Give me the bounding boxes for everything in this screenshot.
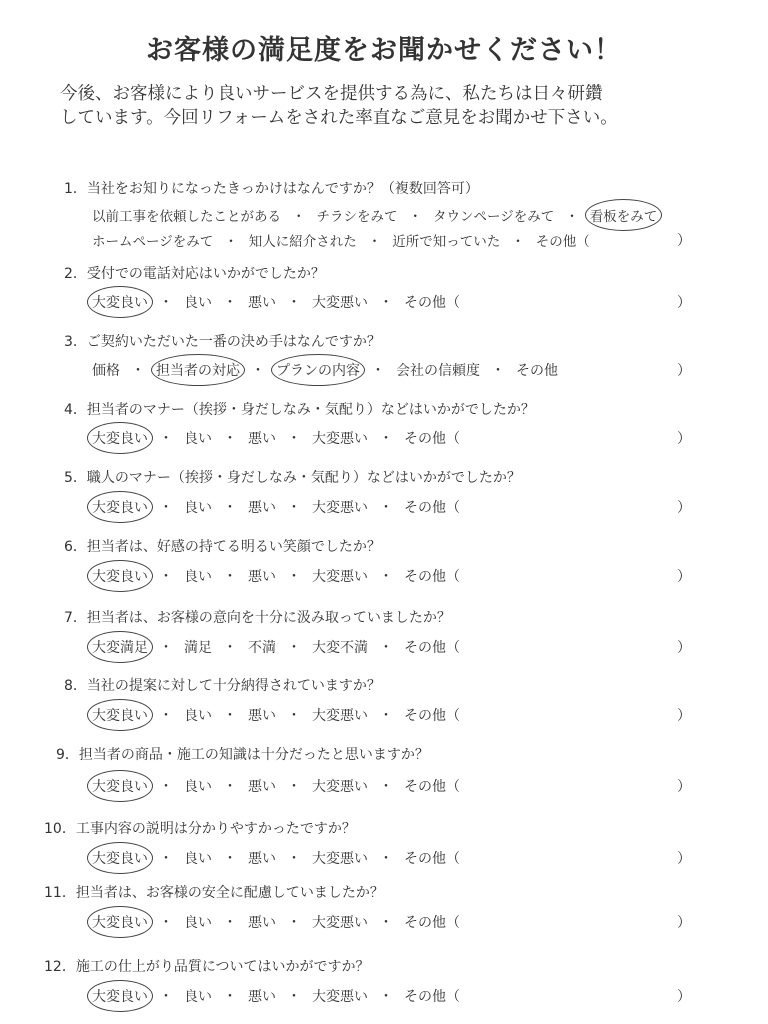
- separator: ・: [371, 363, 385, 379]
- option[interactable]: 近所で知っていた: [392, 234, 501, 250]
- question-5-options: [92, 497, 460, 517]
- separator: ・: [379, 851, 393, 867]
- option[interactable]: 大変悪い: [312, 779, 368, 795]
- close-paren: ）: [677, 640, 691, 656]
- option[interactable]: 大変悪い: [312, 708, 368, 724]
- question-3-options: [92, 360, 558, 380]
- option[interactable]: 満足: [184, 640, 212, 656]
- option[interactable]: 悪い: [248, 708, 276, 724]
- intro-text: [60, 82, 710, 130]
- option[interactable]: その他（: [404, 851, 460, 867]
- separator: ・: [159, 779, 173, 795]
- question-2-options: [92, 292, 460, 312]
- separator: ・: [159, 708, 173, 724]
- option[interactable]: 大変悪い: [312, 569, 368, 585]
- option[interactable]: その他（: [404, 708, 460, 724]
- separator: ・: [223, 779, 237, 795]
- close-paren: ）: [677, 295, 691, 311]
- separator: ・: [511, 234, 525, 250]
- option-circled[interactable]: 大変良い: [92, 428, 148, 448]
- separator: ・: [159, 915, 173, 931]
- separator: ・: [379, 431, 393, 447]
- separator: ・: [159, 295, 173, 311]
- option[interactable]: 良い: [184, 500, 212, 516]
- close-paren: ）: [677, 989, 691, 1005]
- close-paren: ）: [677, 915, 691, 931]
- separator: ・: [287, 989, 301, 1005]
- separator: ・: [159, 500, 173, 516]
- option[interactable]: 大変悪い: [312, 431, 368, 447]
- question-6-text: 6．担当者は、好感の持てる明るい笑顔でしたか？: [64, 539, 381, 555]
- option[interactable]: その他（: [404, 500, 460, 516]
- option[interactable]: 良い: [184, 431, 212, 447]
- separator: ・: [379, 640, 393, 656]
- option[interactable]: 悪い: [248, 851, 276, 867]
- option[interactable]: その他（: [404, 569, 460, 585]
- question-1-options-line-2: [92, 230, 590, 250]
- separator: ・: [287, 779, 301, 795]
- separator: ・: [379, 708, 393, 724]
- separator: ・: [224, 234, 238, 250]
- separator: ・: [159, 431, 173, 447]
- close-paren: ）: [677, 233, 691, 249]
- option[interactable]: 知人に紹介された: [248, 234, 357, 250]
- close-paren: ）: [677, 851, 691, 867]
- option[interactable]: 会社の信頼度: [396, 363, 480, 379]
- separator: ・: [223, 569, 237, 585]
- option[interactable]: 不満: [248, 640, 276, 656]
- close-paren: ）: [677, 569, 691, 585]
- separator: ・: [159, 989, 173, 1005]
- separator: ・: [223, 915, 237, 931]
- question-7-options: [92, 637, 460, 657]
- separator: ・: [287, 500, 301, 516]
- question-8-options: [92, 705, 460, 725]
- option[interactable]: その他（: [404, 640, 460, 656]
- question-12-text: 12．施工の仕上がり品質についてはいかがですか？: [44, 959, 370, 975]
- separator: ・: [287, 431, 301, 447]
- separator: ・: [159, 851, 173, 867]
- close-paren: ）: [677, 500, 691, 516]
- separator: ・: [379, 915, 393, 931]
- option-circled[interactable]: プランの内容: [276, 360, 360, 380]
- separator: ・: [223, 640, 237, 656]
- option-circled[interactable]: 大変良い: [92, 292, 148, 312]
- separator: ・: [223, 989, 237, 1005]
- separator: ・: [491, 363, 505, 379]
- separator: ・: [379, 989, 393, 1005]
- option[interactable]: その他（: [404, 779, 460, 795]
- separator: ・: [223, 851, 237, 867]
- question-10-text: 10．工事内容の説明は分かりやすかったですか？: [44, 821, 356, 837]
- close-paren: ）: [677, 363, 691, 379]
- separator: ・: [367, 234, 382, 250]
- option-circled[interactable]: 大変良い: [92, 776, 148, 796]
- option-circled[interactable]: 担当者の対応: [156, 360, 240, 380]
- separator: ・: [379, 500, 393, 516]
- option-circled[interactable]: 大変良い: [92, 497, 148, 517]
- separator: ・: [287, 295, 301, 311]
- separator: ・: [292, 209, 306, 225]
- option[interactable]: 良い: [184, 851, 212, 867]
- option[interactable]: 大変不満: [312, 640, 368, 656]
- option[interactable]: 悪い: [248, 915, 276, 931]
- separator: ・: [287, 569, 301, 585]
- option[interactable]: 悪い: [248, 500, 276, 516]
- option[interactable]: 価格: [92, 363, 120, 379]
- separator: ・: [159, 640, 173, 656]
- question-7-text: 7．担当者は、お客様の意向を十分に汲み取っていましたか？: [64, 610, 451, 626]
- option[interactable]: 大変悪い: [312, 989, 368, 1005]
- question-2-text: 2．受付での電話対応はいかがでしたか？: [64, 266, 325, 282]
- option[interactable]: 良い: [184, 295, 212, 311]
- separator: ・: [379, 295, 393, 311]
- separator: ・: [251, 363, 265, 379]
- separator: ・: [159, 569, 173, 585]
- option-circled[interactable]: 大変満足: [92, 637, 148, 657]
- separator: ・: [287, 640, 301, 656]
- separator: ・: [223, 708, 237, 724]
- option[interactable]: その他: [516, 363, 558, 379]
- question-9-text: 9．担当者の商品・施工の知識は十分だったと思いますか？: [56, 747, 429, 763]
- separator: ・: [223, 500, 237, 516]
- question-3-text: 3．ご契約いただいた一番の決め手はなんですか？: [64, 334, 381, 350]
- question-8-text: 8．当社の提案に対して十分納得されていますか？: [64, 678, 381, 694]
- option[interactable]: その他（: [404, 431, 460, 447]
- option-circled[interactable]: 看板をみて: [590, 205, 658, 225]
- option[interactable]: ホームページをみて: [92, 234, 214, 250]
- intro-line-1: 今後、お客様により良いサービスを提供する為に、私たちは日々研鑽: [60, 84, 603, 104]
- separator: ・: [379, 779, 393, 795]
- option-circled[interactable]: 大変良い: [92, 848, 148, 868]
- option[interactable]: 良い: [184, 779, 212, 795]
- question-9-options: [92, 776, 460, 796]
- separator: ・: [131, 363, 145, 379]
- option[interactable]: 大変悪い: [312, 851, 368, 867]
- option-circled[interactable]: 大変良い: [92, 705, 148, 725]
- separator: ・: [287, 851, 301, 867]
- separator: ・: [223, 295, 237, 311]
- option[interactable]: その他（: [535, 234, 590, 250]
- option[interactable]: 良い: [184, 915, 212, 931]
- option[interactable]: 大変悪い: [312, 915, 368, 931]
- close-paren: ）: [677, 431, 691, 447]
- option[interactable]: 良い: [184, 708, 212, 724]
- question-11-options: [92, 912, 460, 932]
- option-circled[interactable]: 大変良い: [92, 986, 148, 1006]
- option[interactable]: 大変悪い: [312, 295, 368, 311]
- separator: ・: [565, 209, 579, 225]
- option[interactable]: 悪い: [248, 779, 276, 795]
- question-6-options: [92, 566, 460, 586]
- option[interactable]: 悪い: [248, 989, 276, 1005]
- question-5-text: 5．職人のマナー（挨拶・身だしなみ・気配り）などはいかがでしたか？: [64, 470, 521, 486]
- separator: ・: [223, 431, 237, 447]
- question-1-text: 1．当社をお知りになったきっかけはなんですか？（複数回答可）: [64, 181, 479, 197]
- question-4-text: 4．担当者のマナー（挨拶・身だしなみ・気配り）などはいかがでしたか？: [64, 402, 535, 418]
- separator: ・: [408, 209, 422, 225]
- option[interactable]: 以前工事を依頼したことがある: [92, 209, 281, 225]
- option[interactable]: 悪い: [248, 295, 276, 311]
- question-10-options: [92, 848, 460, 868]
- option[interactable]: 悪い: [248, 569, 276, 585]
- option[interactable]: 良い: [184, 569, 212, 585]
- option[interactable]: その他（: [404, 989, 460, 1005]
- option[interactable]: チラシをみて: [316, 209, 398, 225]
- intro-line-2: しています。今回リフォームをされた率直なご意見をお聞かせ下さい。: [60, 108, 618, 128]
- option[interactable]: その他（: [404, 915, 460, 931]
- option[interactable]: タウンページをみて: [433, 209, 555, 225]
- separator: ・: [379, 569, 393, 585]
- separator: ・: [287, 915, 301, 931]
- question-1-options-line-1: [92, 205, 657, 225]
- close-paren: ）: [677, 708, 691, 724]
- question-4-options: [92, 428, 460, 448]
- option-circled[interactable]: 大変良い: [92, 912, 148, 932]
- option[interactable]: その他（: [404, 295, 460, 311]
- close-paren: ）: [677, 779, 691, 795]
- option[interactable]: 良い: [184, 989, 212, 1005]
- option[interactable]: 悪い: [248, 431, 276, 447]
- question-12-options: [92, 986, 460, 1006]
- question-11-text: 11．担当者は、お客様の安全に配慮していましたか？: [44, 885, 384, 901]
- page-title: お客様の満足度をお聞かせください！: [146, 35, 622, 66]
- option[interactable]: 大変悪い: [312, 500, 368, 516]
- separator: ・: [287, 708, 301, 724]
- option-circled[interactable]: 大変良い: [92, 566, 148, 586]
